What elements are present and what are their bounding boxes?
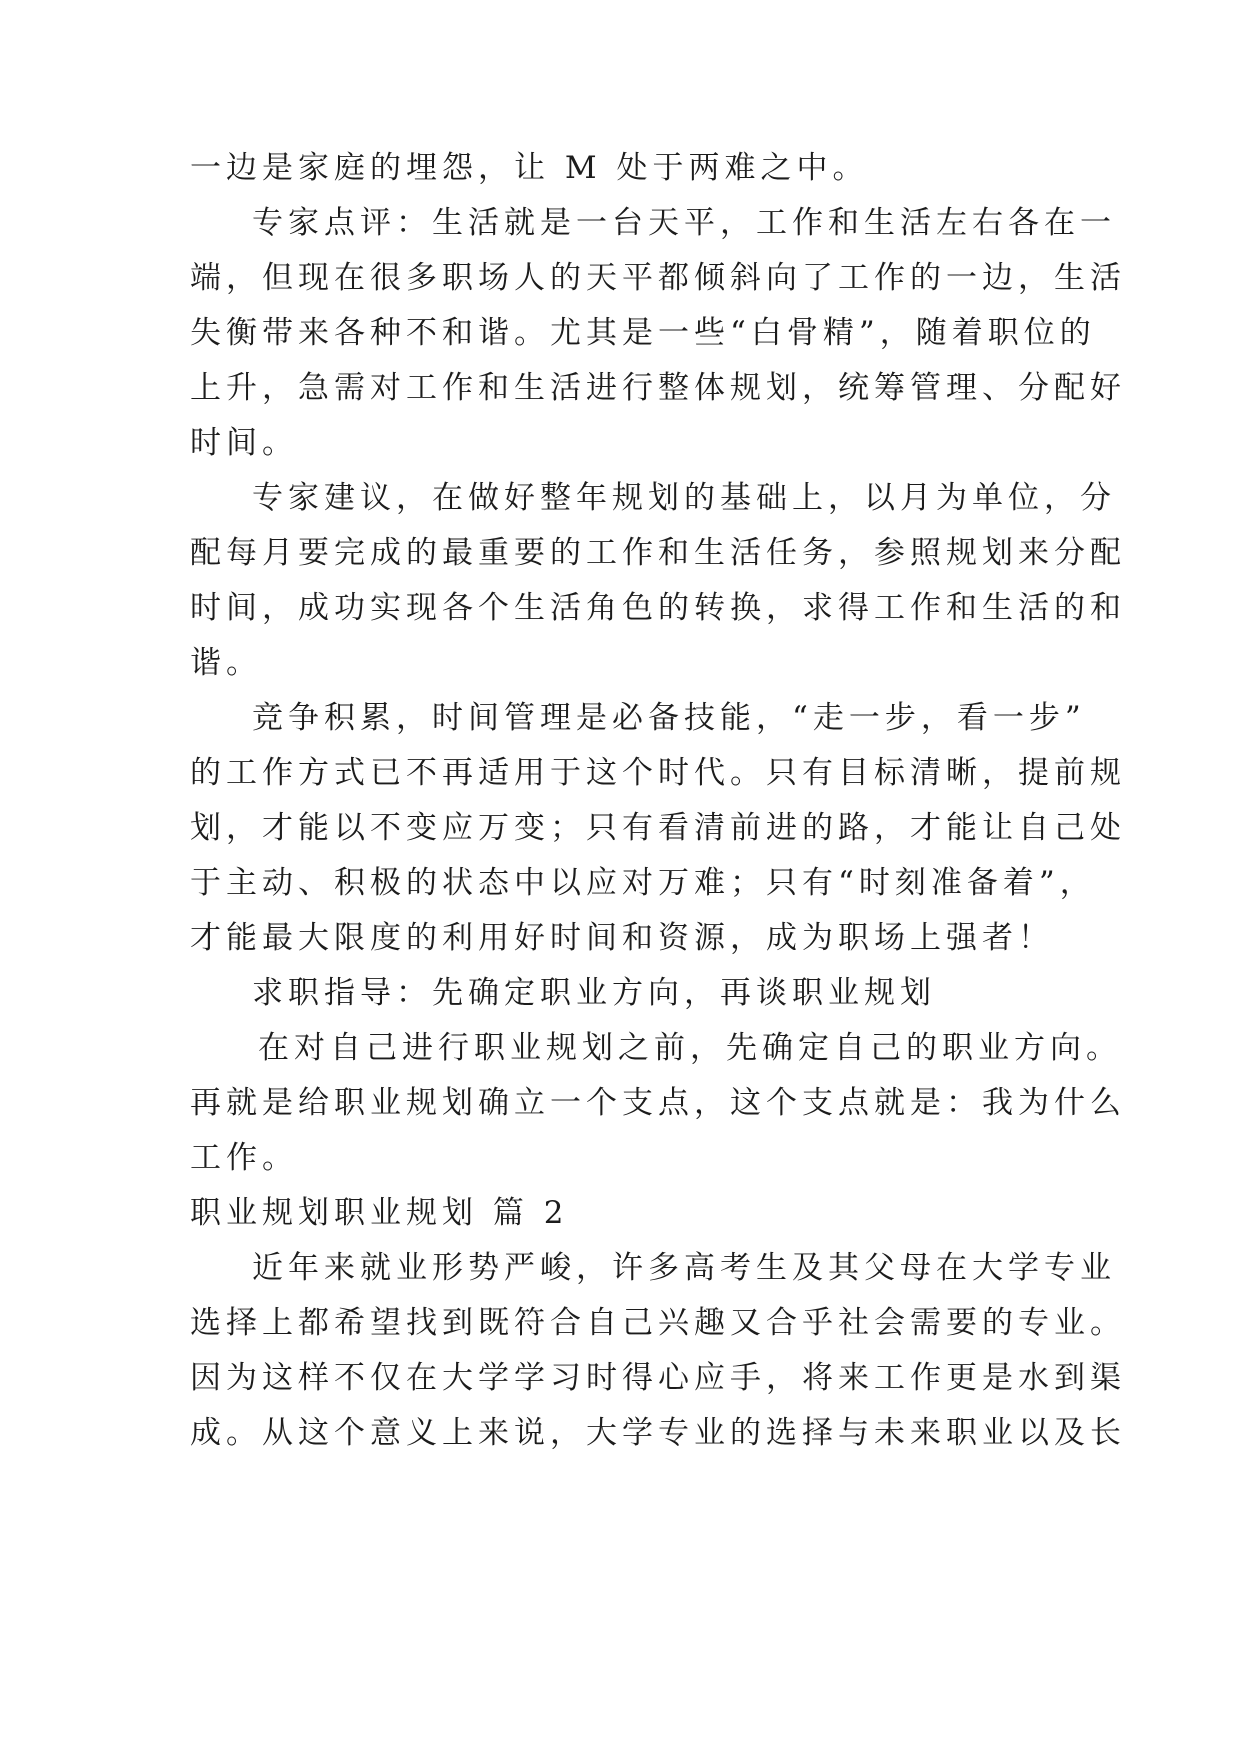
paragraph-line: 于主动、积极的状态中以应对万难；只有“时刻准备着”， (190, 865, 1096, 901)
paragraph-line: 专家建议，在做好整年规划的基础上，以月为单位，分 (252, 480, 1116, 516)
paragraph-line: 再就是给职业规划确立一个支点，这个支点就是：我为什么 (190, 1085, 1126, 1121)
paragraph-line: 才能最大限度的利用好时间和资源，成为职场上强者！ (190, 920, 1054, 956)
paragraph-line: 近年来就业形势严峻，许多高考生及其父母在大学专业 (252, 1250, 1116, 1286)
paragraph-line: 上升，急需对工作和生活进行整体规划，统筹管理、分配好 (190, 370, 1126, 406)
paragraph-line: 在对自己进行职业规划之前，先确定自己的职业方向。 (258, 1030, 1122, 1066)
paragraph-line: 端，但现在很多职场人的天平都倾斜向了工作的一边，生活 (190, 260, 1126, 296)
paragraph-line: 失衡带来各种不和谐。尤其是一些“白骨精”，随着职位的 (190, 315, 1096, 351)
paragraph-line: 工作。 (190, 1140, 298, 1176)
paragraph-line: 时间，成功实现各个生活角色的转换，求得工作和生活的和 (190, 590, 1126, 626)
paragraph-line: 配每月要完成的最重要的工作和生活任务，参照规划来分配 (190, 535, 1126, 571)
paragraph-line: 选择上都希望找到既符合自己兴趣又合乎社会需要的专业。 (190, 1305, 1126, 1341)
paragraph-line: 一边是家庭的埋怨，让 M 处于两难之中。 (190, 150, 869, 186)
paragraph-line: 划，才能以不变应万变；只有看清前进的路，才能让自己处 (190, 810, 1126, 846)
paragraph-line: 谐。 (190, 645, 262, 681)
paragraph-line: 成。从这个意义上来说，大学专业的选择与未来职业以及长 (190, 1415, 1126, 1451)
section-heading: 职业规划职业规划 篇 2 (190, 1195, 569, 1231)
paragraph-line: 的工作方式已不再适用于这个时代。只有目标清晰，提前规 (190, 755, 1126, 791)
paragraph-line: 时间。 (190, 425, 298, 461)
paragraph-line: 因为这样不仅在大学学习时得心应手，将来工作更是水到渠 (190, 1360, 1126, 1396)
paragraph-line: 竞争积累，时间管理是必备技能，“走一步，看一步” (252, 700, 1086, 736)
paragraph-line: 专家点评：生活就是一台天平，工作和生活左右各在一 (252, 205, 1116, 241)
section-subheading: 求职指导：先确定职业方向，再谈职业规划 (252, 975, 936, 1011)
